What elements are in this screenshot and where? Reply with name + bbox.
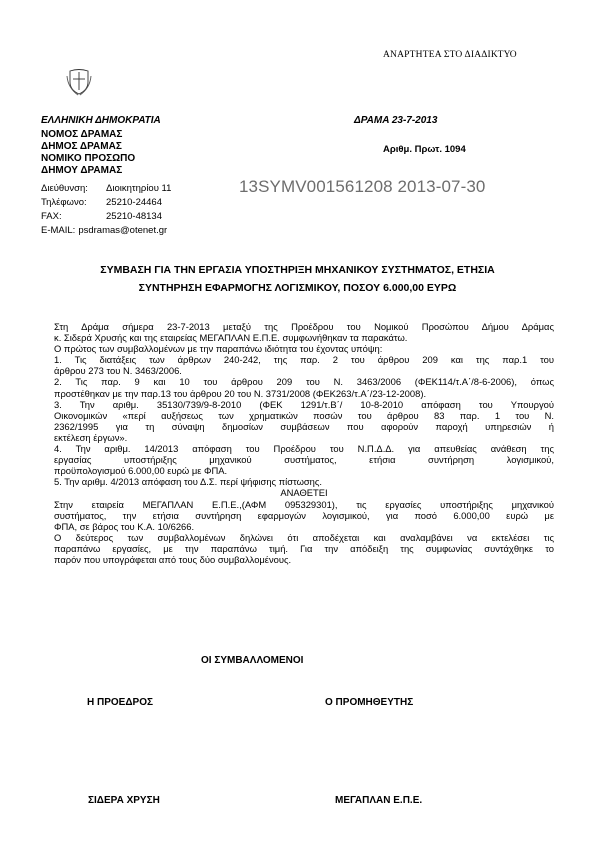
acceptance-line: παραπάνω εργασίες, με την παραπάνω τιμή. Για την απόδειξη της συμφωνίας συντάχθηκε το bbox=[54, 542, 554, 554]
clause-5: 5. Την αριθμ. 4/2013 απόφαση του Δ.Σ. περί ψήφισης πίστωσης. bbox=[54, 476, 323, 488]
online-posting-note: ΑΝΑΡΤΗΤΕΑ ΣΤΟ ΔΙΑΔΙΚΤΥΟ bbox=[383, 50, 517, 60]
contract-body bbox=[54, 321, 554, 565]
country-name: ΕΛΛΗΝΙΚΗ ΔΗΜΟΚΡΑΤΙΑ bbox=[41, 115, 161, 126]
document-date: ΔΡΑΜΑ 23-7-2013 bbox=[354, 115, 438, 126]
clause-1: άρθρου 273 του Ν. 3463/2006. bbox=[54, 365, 182, 377]
clause-4: προϋπολογισμού 6.000,00 ευρώ με ΦΠΑ. bbox=[54, 465, 228, 477]
clause-1: 1. Τις διατάξεις των άρθρων 240-242, της παρ. 2 του άρθρου 209 και της παρ.1 του bbox=[54, 354, 554, 366]
clause-3: 3. Την αριθμ. 35130/739/9-8-2010 (ΦΕΚ 1291/τ.Β΄/ 10-8-2010 απόφαση του Υπουργού bbox=[54, 398, 554, 410]
org-line-municipality: ΔΗΜΟΣ ΔΡΑΜΑΣ bbox=[41, 141, 122, 152]
clause-2: 2. Τις παρ. 9 και 10 του άρθρου 209 του Ν. 3463/2006 (ΦΕΚ114/τ.Α΄/8-6-2006), όπως bbox=[54, 376, 554, 388]
clause-2: προστέθηκαν με την παρ.13 του άρθρου 20 του Ν. 3731/2008 (ΦΕΚ263/τ.Α΄/23-12-2008). bbox=[54, 387, 427, 399]
signatory-left-role: Η ΠΡΟΕΔΡΟΣ bbox=[87, 697, 153, 708]
award-line: συστήματος, την ετήσια συντήρηση εφαρμογών λογισμικού, για ποσό 6.000,00 ευρώ με bbox=[54, 509, 554, 521]
contact-label: Διεύθυνση: bbox=[41, 183, 88, 194]
clause-3: Οικονομικών «περί αυξήσεως των χρηματικών ποσών του άρθρου 83 παρ. 1 του Ν. bbox=[54, 409, 554, 421]
org-line-municipality-of: ΔΗΜΟΥ ΔΡΑΜΑΣ bbox=[41, 165, 123, 176]
contract-title-line-2: ΣΥΝΤΗΡΗΣΗ ΕΦΑΡΜΟΓΗΣ ΛΟΓΙΣΜΙΚΟΥ, ΠΟΣΟΥ 6.000,00 ΕΥΡΩ bbox=[138, 282, 457, 294]
contact-label: Τηλέφωνο: bbox=[41, 197, 87, 208]
acceptance-line: Ο δεύτερος των συμβαλλομένων δηλώνει ότι αποδέχεται και αναλαμβάνει να εκτελέσει τις bbox=[54, 531, 554, 543]
signatories-heading: ΟΙ ΣΥΜΒΑΛΛΟΜΕΝΟΙ bbox=[201, 655, 304, 666]
clause-3: 2362/1995 για τη σύναψη δημοσίων συμβάσεων που αφορούν παροχή υπηρεσιών ή bbox=[54, 420, 554, 432]
clause-4: εργασίας υποστήριξης μηχανικού συστήματος, ετήσια συντήρηση λογισμικού, bbox=[54, 454, 554, 466]
org-line-prefecture: ΝΟΜΟΣ ΔΡΑΜΑΣ bbox=[41, 129, 123, 140]
assigns-heading: ΑΝΑΘΕΤΕΙ bbox=[280, 487, 328, 499]
intro-line: Ο πρώτος των συμβαλλομένων με την παραπάνω ιδιότητα του έχοντας υπόψη: bbox=[54, 343, 383, 355]
ada-code-stamp: 13SYMV001561208 2013-07-30 bbox=[239, 177, 486, 196]
intro-line: Στη Δράμα σήμερα 23-7-2013 μεταξύ της Προέδρου του Νομικού Προσώπου Δήμου Δράμας bbox=[54, 321, 554, 332]
contact-value: psdramas@otenet.gr bbox=[78, 225, 168, 236]
protocol-number: Αριθμ. Πρωτ. 1094 bbox=[383, 144, 466, 155]
contact-fax bbox=[41, 211, 162, 222]
clause-3: εκτέλεση έργων». bbox=[54, 431, 128, 443]
contact-value: 25210-48134 bbox=[106, 211, 162, 222]
intro-line: κ. Σιδερά Χρυσής και της εταιρείας ΜΕΓΑΠΛΑΝ Ε.Π.Ε. συμφωνήθηκαν τα παρακάτω. bbox=[54, 332, 408, 344]
signatory-left-name: ΣΙΔΕΡΑ ΧΡΥΣΗ bbox=[88, 795, 160, 806]
contact-label: E-MAIL: bbox=[41, 225, 76, 236]
contact-phone bbox=[41, 197, 162, 208]
clause-4: 4. Την αριθμ. 14/2013 απόφαση του Προέδρου του Ν.Π.Δ.Δ. για απευθείας ανάθεση της bbox=[54, 443, 554, 455]
signatory-right-name: ΜΕΓΑΠΛΑΝ Ε.Π.Ε. bbox=[335, 795, 423, 806]
greek-coat-of-arms-icon bbox=[66, 66, 92, 96]
contact-value: 25210-24464 bbox=[106, 197, 162, 208]
contact-address bbox=[41, 183, 171, 194]
contact-value: Διοικητηρίου 11 bbox=[106, 183, 172, 194]
award-line: ΦΠΑ, σε βάρος του Κ.Α. 10/6266. bbox=[54, 520, 195, 532]
acceptance-line: παρόν που υπογράφεται από τους δύο συμβαλλομένους. bbox=[54, 553, 292, 565]
award-line: Στην εταιρεία ΜΕΓΑΠΛΑΝ Ε.Π.Ε.,(ΑΦΜ 095329301), τις εργασίες υποστήριξης μηχανικού bbox=[54, 498, 554, 510]
org-line-legal-entity: ΝΟΜΙΚΟ ΠΡΟΣΩΠΟ bbox=[41, 153, 136, 164]
contact-email bbox=[41, 225, 167, 236]
contact-label: FAX: bbox=[41, 211, 62, 222]
contract-title-line-1: ΣΥΜΒΑΣΗ ΓΙΑ ΤΗΝ ΕΡΓΑΣΙΑ ΥΠΟΣΤΗΡΙΞΗ ΜΗΧΑΝΙΚΟΥ ΣΥΣΤΗΜΑΤΟΣ, ΕΤΗΣΙΑ bbox=[100, 264, 495, 276]
signatory-right-role: Ο ΠΡΟΜΗΘΕΥΤΗΣ bbox=[325, 697, 414, 708]
